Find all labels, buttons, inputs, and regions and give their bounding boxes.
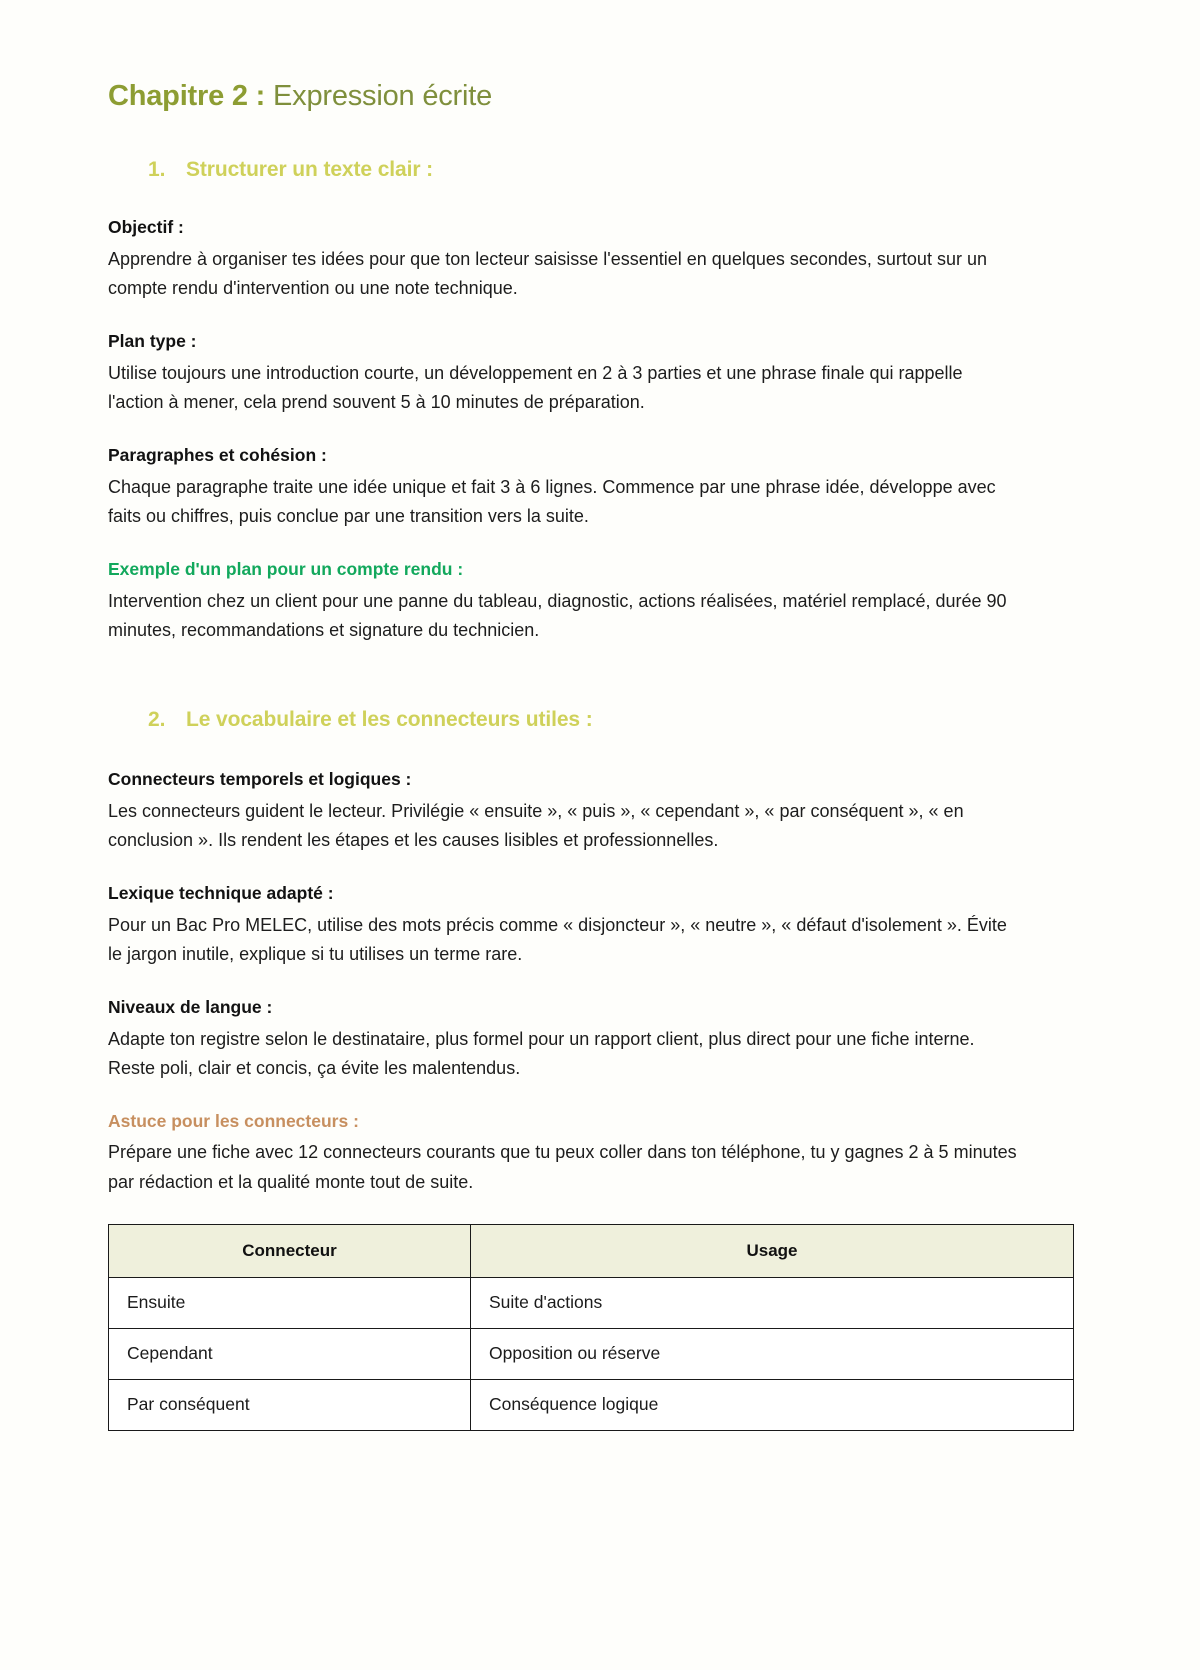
block-body-plan-type: Utilise toujours une introduction courte, un développement en 2 à 3 parties et une phrase finale qui rappelle l'action à mener, cela prend souvent 5 à 10 minutes de préparation. [108,362,963,412]
page-title [108,78,1092,114]
block-title-objectif: Objectif : [108,217,184,238]
table-cell-usage: Conséquence logique [471,1379,1074,1430]
table-row [109,1277,1074,1328]
section-number-1: 1. [148,158,166,182]
page-title-rest: Expression écrite [273,80,493,112]
block-body-exemple-plan: Intervention chez un client pour une panne du tableau, diagnostic, actions réalisées, matériel remplacé, durée 90 minutes, recommandations et signature du technicien. [108,590,1007,640]
content-block-exemple-plan [108,558,1092,645]
table-row [109,1328,1074,1379]
table-body [109,1277,1074,1430]
content-block-paragraphes [108,444,1092,531]
block-title-lexique: Lexique technique adapté : [108,882,334,903]
block-title-paragraphes: Paragraphes et cohésion : [108,445,327,466]
section-title-1: Structurer un texte clair : [186,158,434,182]
block-body-objectif: Apprendre à organiser tes idées pour que ton lecteur saisisse l'essentiel en quelques secondes, surtout sur un compte rendu d'intervention ou une note technique. [108,248,987,299]
section-heading-2 [108,708,1092,732]
block-body-paragraphes: Chaque paragraphe traite une idée unique et fait 3 à 6 lignes. Commence par une phrase idée, développe avec faits ou chiffres, puis conclue par une transition vers la suite. [108,476,996,526]
content-block-objectif [108,216,1092,303]
block-title-plan-type: Plan type : [108,331,197,352]
block-body-connecteurs: Les connecteurs guident le lecteur. Privilégie « ensuite », « puis », « cependant », « par conséquent », « en conclusion ». Ils rendent les étapes et les causes lisibles et professionnelles. [108,800,964,850]
table-header-usage: Usage [471,1224,1074,1277]
content-block-niveaux-langue [108,996,1092,1083]
section-heading-1 [108,158,1092,182]
section-spacer [108,672,1092,708]
section-number-2: 2. [148,708,166,731]
table-cell-connecteur: Ensuite [109,1277,471,1328]
table-cell-connecteur: Par conséquent [109,1379,471,1430]
connector-usage-table [108,1224,1074,1431]
table-cell-usage: Suite d'actions [471,1277,1074,1328]
block-title-connecteurs: Connecteurs temporels et logiques : [108,769,412,789]
block-title-niveaux-langue: Niveaux de langue : [108,996,273,1017]
table-row [109,1379,1074,1430]
block-title-exemple-plan: Exemple d'un plan pour un compte rendu : [108,559,464,580]
content-block-astuce [108,1110,1092,1197]
table-cell-connecteur: Cependant [109,1328,471,1379]
table-header [109,1224,1074,1277]
table-header-connecteur: Connecteur [109,1224,471,1277]
block-body-niveaux-langue: Adapte ton registre selon le destinataire, plus formel pour un rapport client, plus direct pour une fiche interne. Reste poli, clair et concis, ça évite les malentendus. [108,1028,975,1078]
table-cell-usage: Opposition ou réserve [471,1328,1074,1379]
block-title-astuce: Astuce pour les connecteurs : [108,1110,359,1131]
page-title-strong: Chapitre 2 : [108,80,266,112]
table-header-row [109,1224,1074,1277]
section-title-2: Le vocabulaire et les connecteurs utiles : [186,708,593,731]
block-body-astuce: Prépare une fiche avec 12 connecteurs courants que tu peux coller dans ton téléphone, tu y gagnes 2 à 5 minutes par rédaction et la qualité monte tout de suite. [108,1142,1017,1192]
content-block-lexique [108,882,1092,969]
block-body-lexique: Pour un Bac Pro MELEC, utilise des mots précis comme « disjoncteur », « neutre », « défaut d'isolement ». Évite le jargon inutile, explique si tu utilises un terme rare. [108,914,1007,964]
content-block-connecteurs [108,768,1092,855]
content-block-plan-type [108,330,1092,417]
